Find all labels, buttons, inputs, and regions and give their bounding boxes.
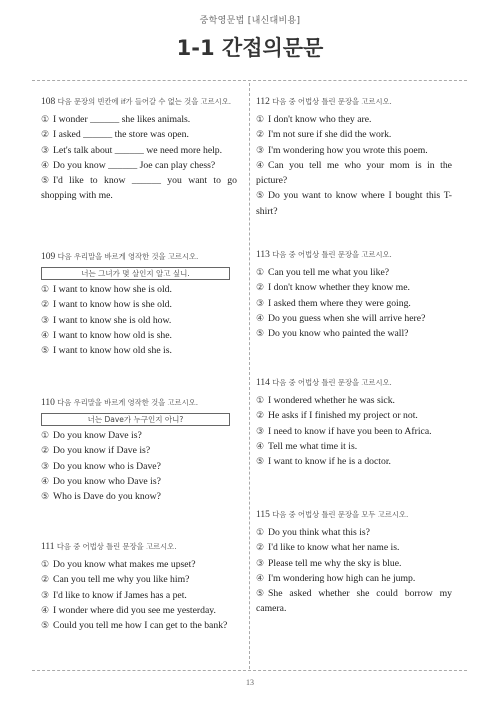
page-number: 13	[246, 678, 254, 687]
question-prompt-text: 다음 중 어법상 틀린 문장을 고르시오.	[272, 250, 392, 259]
answer-option-3[interactable]	[256, 296, 452, 311]
question-number: 108	[41, 97, 56, 107]
option-marker: ③	[256, 425, 265, 436]
question-number: 110	[41, 398, 55, 408]
question-112	[256, 95, 452, 219]
answer-option-2[interactable]	[256, 127, 452, 142]
option-marker: ③	[41, 314, 50, 325]
option-marker: ⑤	[41, 491, 50, 502]
question-prompt	[256, 95, 452, 109]
answer-option-3[interactable]	[41, 143, 237, 158]
option-text: Do you want to know where I bought this T-shirt?	[256, 190, 452, 217]
option-marker: ④	[41, 475, 50, 486]
answer-option-2[interactable]	[41, 127, 237, 142]
answer-option-2[interactable]	[41, 297, 237, 312]
option-marker: ②	[256, 129, 265, 140]
option-text: She asked whether she could borrow my camera.	[256, 588, 452, 615]
option-marker: ①	[41, 284, 50, 294]
question-prompt	[41, 396, 237, 410]
option-text: Do you know who Dave is?	[53, 475, 161, 487]
answer-option-2[interactable]	[256, 540, 452, 555]
option-marker: ③	[41, 460, 50, 471]
option-text: I asked ______ the store was open.	[53, 129, 189, 141]
answer-option-4[interactable]	[256, 439, 452, 454]
answer-option-2[interactable]	[256, 280, 452, 295]
option-text: Do you know Dave is?	[53, 430, 142, 441]
option-text: Do you guess when she will arrive here?	[268, 312, 426, 324]
answer-option-1[interactable]	[41, 112, 237, 127]
question-prompt	[41, 540, 237, 554]
question-113	[256, 248, 452, 341]
question-109	[41, 250, 237, 358]
option-marker: ①	[41, 559, 50, 569]
answer-option-1[interactable]	[256, 112, 452, 127]
option-text: Can you tell me why you like him?	[53, 574, 190, 586]
answer-option-4[interactable]	[256, 158, 452, 189]
question-prompt-text: 다음 우리말을 바르게 영작한 것을 고르시오.	[57, 398, 199, 407]
column-divider	[249, 83, 250, 669]
answer-option-4[interactable]	[41, 158, 237, 173]
option-marker: ④	[256, 572, 265, 583]
answer-option-5[interactable]	[41, 173, 237, 204]
answer-option-5[interactable]	[256, 454, 452, 469]
option-marker: ⑤	[256, 456, 265, 467]
answer-option-2[interactable]	[256, 408, 452, 423]
option-text: I don't know whether they know me.	[268, 282, 410, 294]
option-text: I want to know how is she old.	[53, 299, 172, 311]
option-marker: ①	[41, 430, 50, 440]
option-marker: ④	[256, 312, 265, 323]
option-text: I wondered whether he was sick.	[268, 395, 395, 406]
answer-option-4[interactable]	[256, 311, 452, 326]
option-text: I'd like to know ______ you want to go shopping with me.	[41, 175, 237, 202]
question-prompt-text: 다음 문장의 빈칸에 if가 들어갈 수 없는 것을 고르시오.	[57, 97, 232, 106]
option-text: Can you tell me what you like?	[268, 267, 390, 278]
option-text: Do you think what this is?	[268, 527, 370, 538]
option-text: I need to know if have you been to Africa.	[268, 425, 432, 437]
option-marker: ②	[41, 129, 50, 140]
option-marker: ⑤	[41, 345, 50, 356]
question-110	[41, 396, 237, 504]
option-marker: ②	[41, 445, 50, 456]
option-marker: ②	[256, 542, 265, 553]
answer-option-5[interactable]	[256, 326, 452, 341]
option-text: I want to know if he is a doctor.	[268, 456, 391, 468]
answer-option-5[interactable]	[41, 489, 237, 504]
answer-option-3[interactable]	[256, 143, 452, 158]
option-marker: ③	[256, 144, 265, 155]
korean-sentence-box: 너는 그녀가 몇 살인지 알고 싶니.	[41, 267, 230, 280]
option-text: I'm wondering how you wrote this poem.	[268, 144, 428, 156]
question-prompt-text: 다음 중 어법상 틀린 문장을 고르시오.	[272, 97, 392, 106]
top-divider	[32, 80, 467, 81]
question-111	[41, 540, 237, 633]
question-prompt	[256, 248, 452, 262]
answer-option-4[interactable]	[41, 328, 237, 343]
question-number: 112	[256, 97, 270, 107]
option-text: I wonder ______ she likes animals.	[53, 114, 191, 125]
option-text: I don't know who they are.	[268, 114, 372, 125]
question-number: 111	[41, 542, 55, 552]
option-marker: ①	[256, 114, 265, 124]
option-marker: ③	[256, 297, 265, 308]
bottom-divider	[32, 670, 467, 671]
question-108	[41, 95, 237, 204]
answer-option-3[interactable]	[256, 424, 452, 439]
option-marker: ①	[256, 267, 265, 277]
answer-option-1[interactable]	[256, 393, 452, 408]
option-text: Can you tell me who your mom is in the picture?	[256, 159, 452, 187]
answer-option-2[interactable]	[41, 572, 237, 587]
option-text: I want to know how old is she.	[53, 329, 172, 341]
answer-option-2[interactable]	[41, 443, 237, 458]
question-number: 109	[41, 252, 56, 262]
option-text: Who is Dave do you know?	[53, 491, 161, 503]
book-subtitle: 중학영문법 [내신대비용]	[199, 16, 301, 26]
question-prompt	[256, 508, 452, 522]
option-marker: ⑤	[256, 190, 265, 201]
answer-option-1[interactable]	[41, 557, 237, 572]
option-marker: ④	[41, 159, 50, 170]
question-prompt-text: 다음 우리말을 바르게 영작한 것을 고르시오.	[57, 252, 199, 261]
option-text: Do you know ______ Joe can play chess?	[53, 159, 216, 171]
option-text: Tell me what time it is.	[268, 440, 358, 452]
option-marker: ④	[41, 604, 50, 615]
answer-option-3[interactable]	[41, 459, 237, 474]
answer-option-1[interactable]	[256, 525, 452, 540]
option-marker: ⑤	[41, 175, 50, 186]
option-text: I want to know how she is old.	[53, 284, 172, 295]
option-text: Do you know if Dave is?	[53, 445, 151, 457]
answer-option-5[interactable]	[41, 343, 237, 358]
answer-option-5[interactable]	[256, 188, 452, 219]
option-marker: ⑤	[41, 620, 50, 631]
option-text: Could you tell me how I can get to the bank?	[53, 620, 228, 632]
option-text: I asked them where they were going.	[268, 297, 411, 309]
page-title: 1-1 간접의문문	[176, 36, 324, 60]
question-prompt	[256, 376, 452, 390]
option-text: Do you know who is Dave?	[53, 460, 161, 472]
question-115	[256, 508, 452, 617]
option-marker: ④	[256, 159, 265, 170]
answer-option-1[interactable]	[256, 265, 452, 280]
answer-option-1[interactable]	[41, 428, 237, 443]
option-text: Do you know what makes me upset?	[53, 559, 196, 570]
option-marker: ③	[41, 589, 50, 600]
question-prompt-text: 다음 중 어법상 틀린 문장을 고르시오.	[272, 378, 392, 387]
option-marker: ②	[256, 282, 265, 293]
option-text: Do you know who painted the wall?	[268, 328, 409, 340]
option-marker: ①	[256, 527, 265, 537]
question-number: 113	[256, 250, 270, 260]
answer-option-5[interactable]	[41, 618, 237, 633]
question-prompt	[41, 250, 237, 264]
question-number: 115	[256, 510, 270, 520]
option-marker: ④	[41, 329, 50, 340]
option-marker: ①	[256, 395, 265, 405]
option-text: Let's talk about ______ we need more help.	[53, 144, 223, 156]
answer-option-4[interactable]	[41, 603, 237, 618]
option-marker: ③	[256, 557, 265, 568]
answer-option-1[interactable]	[41, 282, 237, 297]
option-marker: ⑤	[256, 328, 265, 339]
option-marker: ④	[256, 440, 265, 451]
option-marker: ②	[41, 574, 50, 585]
option-text: I'm wondering how high can he jump.	[268, 572, 416, 584]
option-text: Please tell me why the sky is blue.	[268, 557, 402, 569]
question-prompt-text: 다음 중 어법상 틀린 문장을 모두 고르시오.	[272, 510, 409, 519]
option-text: He asks if I finished my project or not.	[268, 410, 418, 422]
option-marker: ②	[41, 299, 50, 310]
question-number: 114	[256, 378, 270, 388]
answer-option-3[interactable]	[41, 313, 237, 328]
answer-option-3[interactable]	[256, 556, 452, 571]
option-text: I'd like to know what her name is.	[268, 542, 400, 554]
option-text: I want to know she is old how.	[53, 314, 172, 326]
question-prompt	[41, 95, 237, 109]
option-text: I'd like to know if James has a pet.	[53, 589, 187, 601]
option-text: I'm not sure if she did the work.	[268, 129, 392, 141]
option-text: I wonder where did you see me yesterday.	[53, 604, 216, 616]
question-114	[256, 376, 452, 469]
answer-option-4[interactable]	[41, 474, 237, 489]
answer-option-4[interactable]	[256, 571, 452, 586]
question-prompt-text: 다음 중 어법상 틀린 문장을 고르시오.	[56, 542, 177, 551]
answer-option-3[interactable]	[41, 588, 237, 603]
option-text: I want to know how old she is.	[53, 345, 172, 357]
option-marker: ①	[41, 114, 50, 124]
answer-option-5[interactable]	[256, 586, 452, 617]
option-marker: ③	[41, 144, 50, 155]
option-marker: ⑤	[256, 588, 265, 599]
korean-sentence-box: 너는 Dave가 누구인지 아니?	[41, 413, 230, 426]
option-marker: ②	[256, 410, 265, 421]
